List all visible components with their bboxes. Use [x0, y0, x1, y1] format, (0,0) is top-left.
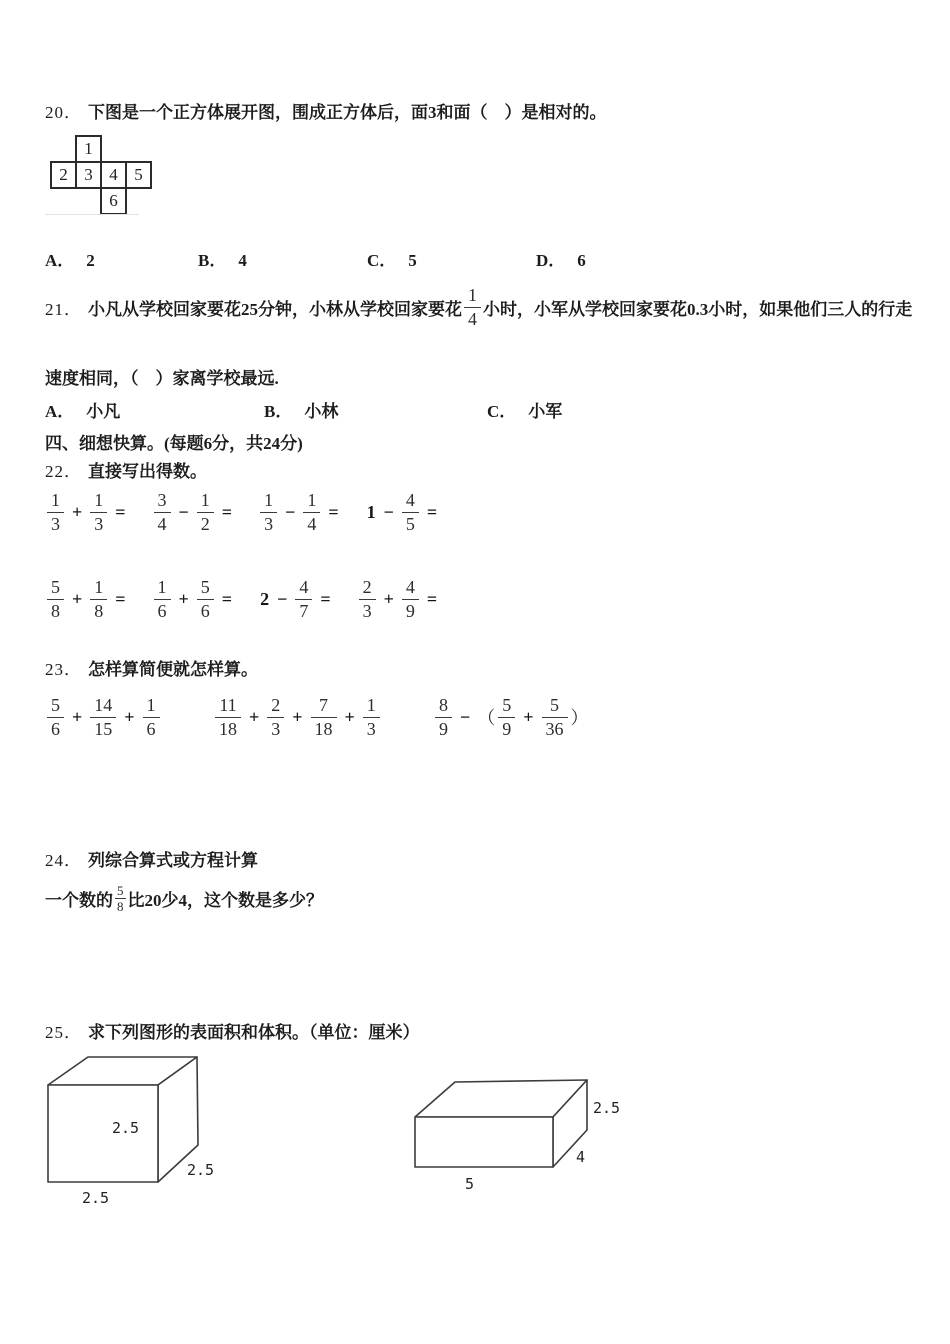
net-cell: 4: [100, 161, 127, 189]
fraction-denominator: 4: [154, 512, 171, 534]
fraction: [464, 286, 481, 329]
option-key: A．: [45, 402, 75, 421]
fraction-numerator: 1: [94, 576, 104, 597]
operator: =: [221, 501, 233, 522]
option-value: 小凡: [86, 402, 121, 421]
fraction: [90, 491, 107, 534]
operator: −: [285, 501, 296, 522]
fraction-numerator: 5: [51, 694, 60, 715]
fraction-denominator: 36: [542, 717, 568, 739]
parenthesis: ）: [570, 708, 589, 728]
operator: +: [523, 706, 534, 727]
fraction-numerator: 2: [362, 576, 372, 597]
fraction-denominator: 18: [215, 717, 241, 739]
math-expression: [45, 690, 162, 744]
fraction: [267, 696, 284, 739]
question-text: 直接写出得数。: [88, 462, 207, 481]
option-key: C．: [487, 402, 517, 421]
fraction-denominator: 3: [267, 717, 284, 739]
integer: 1: [366, 501, 376, 522]
math-expression: [152, 491, 239, 534]
fraction: [90, 578, 107, 621]
fraction: [295, 578, 312, 621]
option-value: 4: [238, 251, 247, 270]
option-value: 5: [408, 251, 417, 270]
option-key: A．: [45, 251, 75, 270]
net-cell: 1: [75, 135, 102, 163]
math-expression: [258, 578, 337, 621]
fraction: [311, 696, 337, 739]
option-b: [264, 397, 338, 422]
operator: +: [344, 706, 355, 727]
fraction-denominator: 6: [143, 717, 160, 739]
operator: =: [426, 588, 438, 609]
fraction-numerator: 1: [94, 489, 104, 510]
operator: −: [383, 501, 394, 522]
operator: −: [460, 706, 471, 727]
cuboid-height-label: 2.5: [593, 1099, 621, 1117]
question-text: 列综合算式或方程计算: [88, 851, 258, 870]
question-number: 20．: [45, 103, 82, 122]
q20-options: [45, 246, 905, 268]
fraction-numerator: 1: [468, 284, 477, 305]
question-23: [45, 655, 258, 680]
cube-width-label: 2.5: [82, 1189, 110, 1207]
net-cell: 5: [125, 161, 152, 189]
fraction: [47, 578, 64, 621]
operator: +: [292, 706, 303, 727]
fraction: [197, 491, 214, 534]
question-22: [45, 457, 207, 482]
fraction-numerator: 7: [319, 694, 329, 715]
fraction-numerator: 5: [51, 576, 60, 597]
cuboid-front-face: [415, 1117, 553, 1167]
fraction-numerator: 5: [200, 576, 210, 597]
cuboid-diagram: [405, 1063, 640, 1198]
q21-options: [45, 397, 905, 419]
option-value: 6: [577, 251, 586, 270]
fraction-denominator: 8: [90, 599, 107, 621]
option-key: C．: [367, 251, 397, 270]
fraction-denominator: 3: [47, 512, 64, 534]
operator: +: [72, 501, 83, 522]
fraction: [260, 491, 277, 534]
option-key: B．: [198, 251, 227, 270]
operator: +: [72, 588, 83, 609]
cube-diagram: [40, 1050, 250, 1220]
math-expression: [433, 690, 590, 744]
fraction-denominator: 4: [303, 512, 320, 534]
fraction-denominator: 8: [47, 599, 64, 621]
option-d: [536, 246, 586, 271]
math-expression: [365, 491, 444, 534]
math-expression: [213, 690, 382, 744]
operator: +: [72, 706, 83, 727]
net-cell: 3: [75, 161, 102, 189]
fraction-denominator: 6: [47, 717, 64, 739]
question-20: [45, 98, 607, 123]
fraction-denominator: 8: [117, 898, 124, 914]
fraction-numerator: 2: [271, 694, 281, 715]
q22-expression-row-2: [45, 573, 443, 625]
operator: −: [277, 588, 288, 609]
option-value: 小林: [304, 402, 339, 421]
fraction-denominator: 9: [435, 717, 452, 739]
fraction: [154, 578, 171, 621]
operator: +: [124, 706, 135, 727]
fraction: [542, 696, 568, 739]
cuboid-depth-label: 4: [576, 1148, 586, 1166]
cube-net-diagram: [50, 135, 180, 219]
operator: +: [383, 588, 394, 609]
option-value: 小军: [528, 402, 563, 421]
operator: =: [426, 501, 438, 522]
option-a: [45, 397, 120, 422]
math-expression: [357, 578, 444, 621]
fraction: [115, 884, 126, 913]
fraction: [498, 696, 515, 739]
fraction-denominator: 2: [197, 512, 214, 534]
fraction-denominator: 9: [498, 717, 515, 739]
fraction-denominator: 6: [197, 599, 214, 621]
operator: =: [221, 588, 233, 609]
fraction-denominator: 3: [359, 599, 376, 621]
fraction-denominator: 15: [90, 717, 116, 739]
q22-expression-row-1: [45, 486, 443, 538]
q23-expression-row: [45, 690, 905, 744]
question-25: [45, 1018, 420, 1043]
operator: =: [115, 588, 126, 609]
fraction-denominator: 3: [90, 512, 107, 534]
cube-height-label: 2.5: [112, 1119, 140, 1137]
question-number: 23．: [45, 660, 82, 679]
cuboid-width-label: 5: [465, 1175, 475, 1193]
fraction-denominator: 3: [260, 512, 277, 534]
fraction: [47, 696, 64, 739]
question-text: 一个数的: [45, 890, 113, 910]
fraction-numerator: 1: [200, 489, 210, 510]
fraction: [303, 491, 320, 534]
operator: =: [320, 588, 331, 609]
question-number: 22．: [45, 462, 82, 481]
option-c: [367, 246, 417, 271]
fraction-denominator: 6: [154, 599, 171, 621]
fraction-numerator: 1: [264, 489, 274, 510]
question-24-line: [45, 876, 323, 920]
math-expression: [45, 491, 132, 534]
fraction: [402, 578, 419, 621]
fraction-denominator: 4: [464, 307, 481, 329]
fraction-numerator: 4: [405, 576, 415, 597]
fraction: [435, 696, 452, 739]
question-21-line2: 速度相同，（ ）家离学校最远.: [45, 369, 279, 388]
fraction: [143, 696, 160, 739]
fraction-numerator: 5: [502, 694, 512, 715]
fraction: [47, 491, 64, 534]
operator: +: [178, 588, 189, 609]
question-text: 小时，小军从学校回家要花0.3小时，如果他们三人的行走: [483, 299, 913, 319]
fraction: [359, 578, 376, 621]
fraction-denominator: 9: [402, 599, 419, 621]
fraction-numerator: 14: [94, 694, 113, 715]
fraction-numerator: 1: [146, 694, 156, 715]
parenthesis: （: [477, 708, 496, 728]
question-text: 求下列图形的表面积和体积。（单位：厘米）: [88, 1023, 420, 1042]
fraction-numerator: 11: [219, 694, 237, 715]
integer: 2: [260, 588, 270, 609]
divider-line: [45, 214, 139, 215]
option-b: [198, 246, 247, 271]
fraction-numerator: 5: [117, 882, 124, 898]
fraction-denominator: 5: [402, 512, 419, 534]
option-c: [487, 397, 562, 422]
fraction-numerator: 1: [307, 489, 317, 510]
fraction-numerator: 1: [157, 576, 167, 597]
fraction-numerator: 4: [299, 576, 309, 597]
fraction-numerator: 3: [157, 489, 167, 510]
fraction: [154, 491, 171, 534]
operator: =: [328, 501, 339, 522]
question-number: 21．: [45, 299, 82, 319]
question-24: [45, 846, 258, 871]
fraction: [215, 696, 241, 739]
option-a: [45, 246, 95, 271]
fraction: [402, 491, 419, 534]
cube-depth-label: 2.5: [187, 1161, 215, 1179]
fraction-denominator: 3: [363, 717, 380, 739]
fraction-numerator: 8: [439, 694, 448, 715]
math-expression: [258, 491, 345, 534]
math-expression: [152, 578, 239, 621]
option-key: D．: [536, 251, 566, 270]
question-number: 24．: [45, 851, 82, 870]
fraction: [363, 696, 380, 739]
math-expression: [45, 578, 132, 621]
fraction-numerator: 5: [550, 694, 560, 715]
question-21: [45, 281, 912, 333]
operator: =: [115, 501, 126, 522]
question-text: 小凡从学校回家要花25分钟，小林从学校回家要花: [88, 299, 462, 319]
fraction-denominator: 18: [311, 717, 337, 739]
section-heading: 四、细想快算。(每题6分，共24分): [45, 434, 303, 453]
question-text: 比20少4，这个数是多少？: [127, 890, 323, 910]
option-key: B．: [264, 402, 293, 421]
fraction-denominator: 7: [295, 599, 312, 621]
fraction: [90, 696, 116, 739]
question-number: 25．: [45, 1023, 82, 1042]
net-cell: 6: [100, 187, 127, 215]
option-value: 2: [86, 251, 95, 270]
question-text: 下图是一个正方体展开图，围成正方体后，面3和面（ ）是相对的。: [88, 103, 607, 122]
operator: +: [249, 706, 260, 727]
fraction-numerator: 1: [51, 489, 60, 510]
operator: −: [178, 501, 189, 522]
fraction-numerator: 1: [366, 694, 376, 715]
fraction: [197, 578, 214, 621]
fraction-numerator: 4: [405, 489, 415, 510]
question-text: 怎样算简便就怎样算。: [88, 660, 258, 679]
cube-front-face: [48, 1085, 158, 1182]
net-cell: 2: [50, 161, 77, 189]
